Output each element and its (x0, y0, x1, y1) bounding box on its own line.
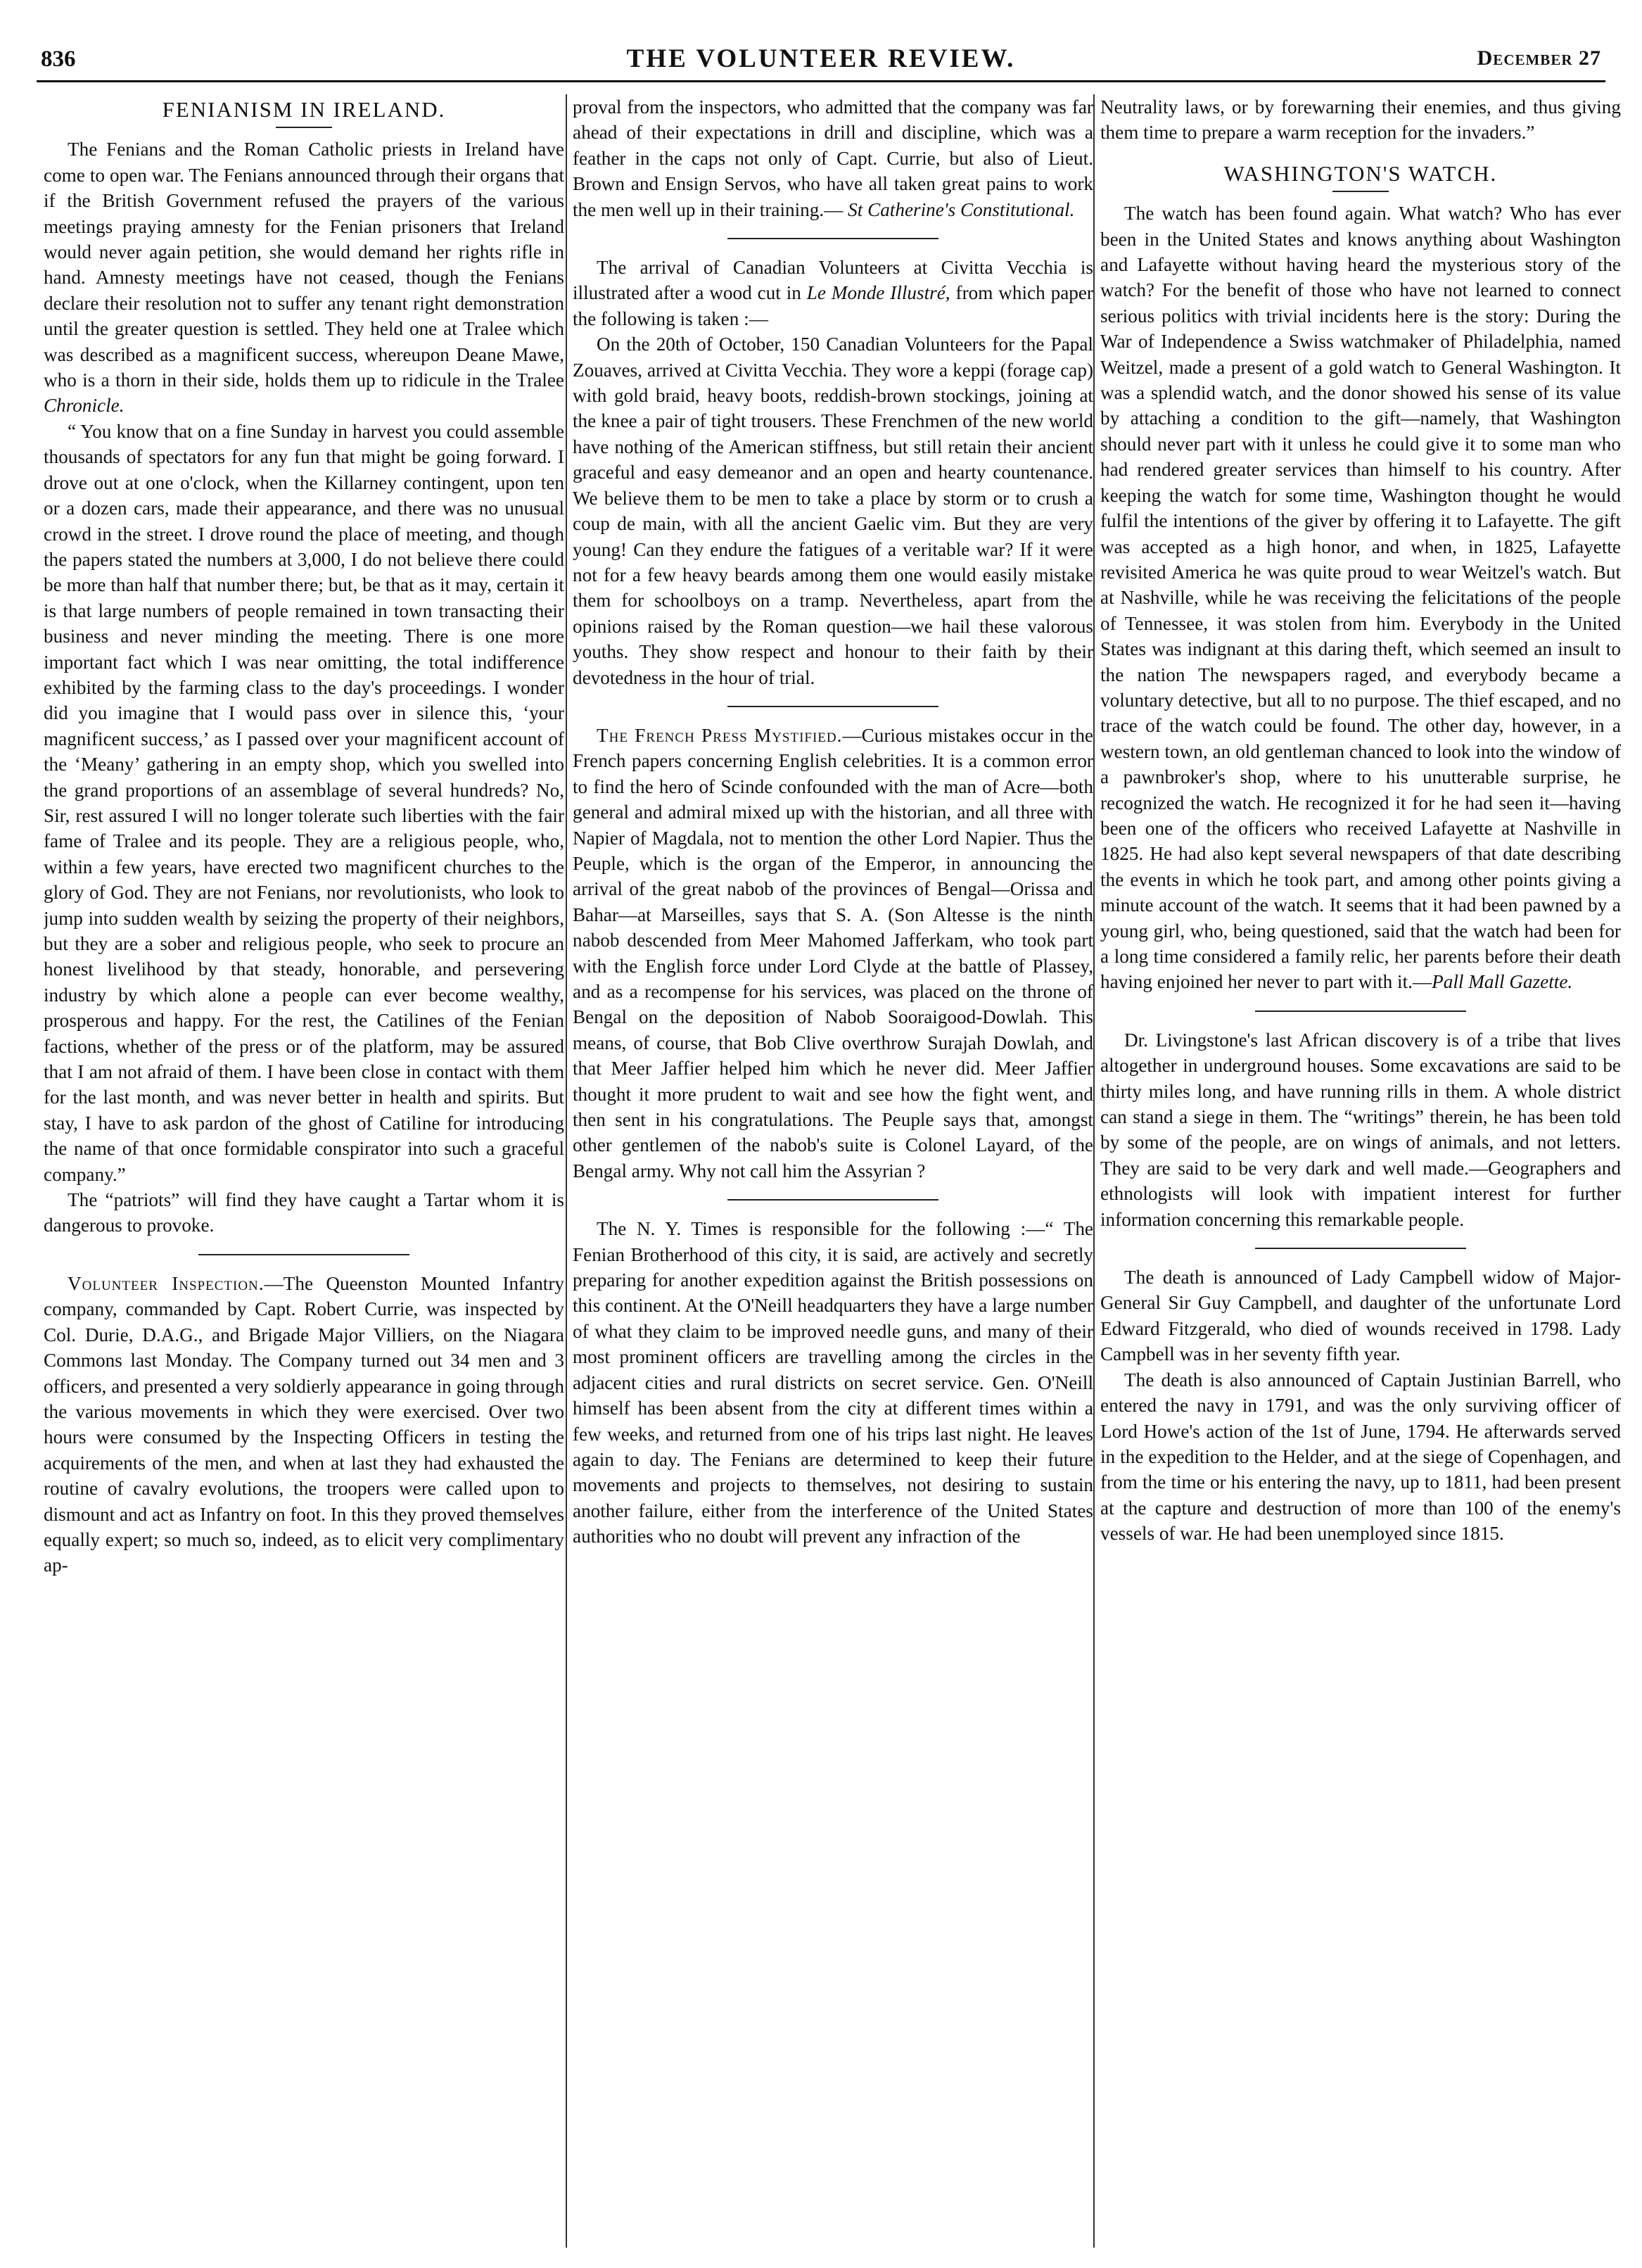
article-paragraph (573, 723, 1093, 1184)
article-separator (1255, 1011, 1466, 1012)
article-paragraph: The N. Y. Times is responsible for the following :—“ The Fenian Brotherhood of this city, it is said, are actively and secretly preparing for another expedition against the British possessions on this continent. At the O'Neill headquarters they have a large number of what they claim to be improved needle guns, and many of their most prominent officers are travelling among the circles in the adjacent cities and rural districts on secret service. Gen. O'Neill himself has been absent from the city at different times within a few weeks, and returned from one of his trips last night. He leaves again to day. The Fenians are determined to keep their future movements and projects to themselves, not desiring to sustain another failure, either from the interference of the United States authorities who no doubt will prevent any infraction of the (573, 1218, 1093, 1547)
article-separator (727, 238, 938, 239)
paragraph-text: —The Queenston Mounted Infantry company, commanded by Capt. Robert Currie, was inspected by Col. Durie, D.A.G., and Brigade Major Villiers, on the Niagara Commons last Monday. The Company turned out 34 men and 3 officers, and presented a very soldierly appearance in going through the various movements in which they were exercised. Over two hours were consumed by the Inspecting Officers in testing the acquirements of the men, and when at last they had exhausted the routine of cavalry evolutions, the troopers were called upon to dismount and act as Infantry on foot. In this they proved themselves equally expert; so much so, indeed, as to elicit very complimentary ap- (44, 1272, 564, 1576)
article-paragraph: The death is announced of Lady Campbell widow of Major-General Sir Guy Campbell, and daughter of the unfortunate Lord Edward Fitzgerald, who died of wounds received in 1798. Lady Campbell was in her seventy fifth year. (1100, 1267, 1621, 1365)
article-separator (727, 706, 938, 707)
article-paragraph (573, 94, 1093, 222)
article-headline: WASHINGTON'S WATCH. (1223, 160, 1498, 186)
article-paragraph: Neutrality laws, or by forewarning their enemies, and thus giving them time to prepare a warm reception for the invaders.” (1100, 96, 1621, 144)
paragraph-text: proval from the inspectors, who admitted that the company was far ahead of their expectations in drill and discipline, which was a feather in the caps not only of Capt. Currie, but also of Lieut. Brown and Ensign Servos, who have all taken great pains to work the men well up in their training.— (573, 96, 1093, 220)
column-2 (573, 94, 1093, 2248)
article-separator (198, 1254, 409, 1255)
page-header (37, 41, 1605, 82)
headline-rule (1332, 191, 1389, 192)
article-paragraph: “ You know that on a fine Sunday in harvest you could assemble thousands of spectators for any fun that might be going forward. I drove out at one o'clock, when the Killarney contingent, upon ten or a dozen cars, made their appearance, and there was no unusual crowd in the street. I drove round the place of meeting, and though the papers stated the numbers at 3,000, I do not believe there could be more than half that number there; but, be that as it may, certain it is that large numbers of people remained in town transacting their business and never minding the meeting. There is one more important fact which I was near omitting, the total indifference exhibited by the farming class to the day's proceedings. I wonder did you imagine that I would pass over in silence this, ‘your magnificent success,’ as I passed over your magnificent account of the ‘Meany’ gathering in an empty shop, which you swelled into the grand proportions of an assemblage of several hundreds? No, Sir, rest assured I will no longer tolerate such liberties with the fair fame of Tralee and its people. They are a religious people, who, within a few years, have erected two magnificent churches to the glory of God. They are not Fenians, nor revolutionists, who look to jump into sudden wealth by seizing the property of their neighbors, but they are a sober and religious people, who seek to procure an honest livelihood by that steady, honorable, and persevering industry by which alone a people can ever become wealthy, prosperous and happy. For the rest, the Catilines of the Fenian factions, whether of the press or of the platform, may be assured that I am not afraid of them. I have been close in contact with them for the last month, and was never better in health and spirits. But stay, I have to ask pardon of the ghost of Catiline for introducing the name of that once formidable conspirator into such a graceful company.” (44, 420, 564, 1185)
headline-rule (276, 127, 332, 128)
article-separator (727, 1199, 938, 1200)
article-paragraph: The death is also announced of Captain Justinian Barrell, who entered the navy in 1791, and was the only surviving officer of Lord Howe's action of the 1st of June, 1794. He afterwards served in the expedition to the Helder, and at the siege of Copenhagen, and from the time or his entering the navy, up to 1811, had been present at the capture and destruction of more than 100 of the enemy's vessels of war. He had been unemployed since 1815. (1100, 1369, 1621, 1545)
article-paragraph (44, 1271, 564, 1578)
column-1 (44, 94, 564, 2248)
article-headline: FENIANISM IN IRELAND. (162, 97, 446, 122)
article-paragraph: Dr. Livingstone's last African discovery is of a tribe that lives altogether in underground houses. Some excavations are said to be thirty miles long, and have running rills in them. A whole district can stand a siege in them. The “writings” therein, he has been told by some of the people, are on wings of animals, and not letters. They are said to be very dark and well made.—Geographers and ethnologists will look with impatient interest for further information concerning this remarkable people. (1100, 1029, 1621, 1230)
item-lead: Volunteer Inspection. (68, 1272, 265, 1294)
page-number: 836 (41, 46, 76, 72)
source-citation: Pall Mall Gazette. (1432, 971, 1573, 993)
article-paragraph (1100, 201, 1621, 995)
article-paragraph (44, 137, 564, 418)
paragraph-text: —Curious mistakes occur in the French papers concerning English celebrities. It is a common error to find the hero of Scinde confounded with the man of Acre—both general and admiral mixed up with the historian, and all three with Napier of Magdala, not to mention the other Lord Napier. Thus the Peuple, which is the organ of the Emperor, in announcing the arrival of the great nabob of the provinces of Bengal—Orissa and Bahar—at Marseilles, says that S. A. (Son Altesse is the ninth nabob descended from Meer Mahomed Jafferkam, who took part with the English force under Lord Clyde at the battle of Plassey, and as a recompense for his services, was placed on the throne of Bengal on the deposition of Nabob Sooraigood-Dowlah. This means, of course, that Bob Clive overthrow Surajah Dowlah, and that Meer Jaffier helped him which he never did. Meer Jaffier thought it more prudent to wait and see how the fight went, and then sent in his congratulations. The Peuple says that, amongst other gentlemen of the nabob's suite is Colonel Layard, of the Bengal army. Why not call him the Assyrian ? (573, 724, 1093, 1181)
paragraph-text: from which paper the following is taken :— (573, 282, 1093, 329)
column-divider (1093, 94, 1095, 2248)
column-divider (566, 94, 567, 2248)
paragraph-text: The Fenians and the Roman Catholic priests in Ireland have come to open war. The Fenians announced through their organs that if the British Government refused the prayers of the various meetings praying amnesty for the Fenian prisoners that Ireland would never again petition, she would demand her rights rifle in hand. Amnesty meetings have not ceased, though the Fenians declare their resolution not to suffer any tenant right demonstration until the greater question is settled. They held one at Tralee which was described as a magnificent success, whereupon Deane Mawe, who is a thorn in their side, holds them up to ridicule in the Tralee (44, 139, 564, 391)
item-lead: The French Press Mystified. (597, 724, 843, 746)
article-paragraph: On the 20th of October, 150 Canadian Volunteers for the Papal Zouaves, arrived at Civitta Vecchia. They wore a keppi (forage cap) with gold braid, heavy boots, reddish-brown stockings, joining at the knee a pair of tight trousers. These Frenchmen of the new world have nothing of the American stiffness, but still retain their ancient graceful and easy demeanor and an open and hearty countenance. We believe them to be men to take a place by storm or to crush a coup de main, with all the ancient Gaelic vim. But they are very young! Can they endure the fatigues of a veritable war? If it were not for a few heavy beards among them one would easily mistake them for schoolboys on a tramp. Nevertheless, apart from the opinions raised by the Roman question—we hail these valorous youths. They show respect and honour to their faith by their devotedness in the hour of trial. (573, 334, 1093, 688)
paragraph-text: The arrival of Canadian Volunteers at Civitta Vecchia is illustrated after a wood cut in (573, 257, 1093, 304)
issue-date: December 27 (1477, 46, 1601, 70)
article-paragraph (573, 255, 1093, 331)
masthead: THE VOLUNTEER REVIEW. (626, 44, 1016, 73)
column-3 (1100, 94, 1621, 2248)
source-citation: St Catherine's Constitutional. (848, 198, 1075, 220)
source-citation: Chronicle. (44, 395, 125, 417)
article-paragraph: The “patriots” will find they have caught a Tartar whom it is dangerous to provoke. (44, 1189, 564, 1236)
source-citation: Le Monde Illustré, (806, 282, 950, 304)
article-separator (1255, 1248, 1466, 1249)
paragraph-text: The watch has been found again. What watch? Who has ever been in the United States and knows anything about Washington and Lafayette without having heard the mysterious story of the watch? For the benefit of those who have not learned to connect serious politics with trivial incidents here is the story: During the War of Independence a Swiss watchmaker of Philadelphia, named Weitzel, made a present of a gold watch to General Washington. It was a splendid watch, and the donor showed his sense of its value by attaching a condition to the gift—namely, that Washington should never part with it unless he could give it to some man who had rendered greater services than himself to his country. After keeping the watch for some time, Washington thought he would fulfil the intentions of the giver by offering it to Lafayette. The gift was accepted as a high honor, and when, in 1825, Lafayette revisited America he was quite proud to wear Weitzel's watch. But at Nashville, while he was receiving the felicitations of the people of Tennessee, it was stolen from him. Everybody in the United States was indignant at this daring theft, which seemed an insult to the nation The newspapers raged, and everybody became a voluntary detective, but all to no purpose. The thief escaped, and no trace of the watch could be found. The other day, however, in a western town, an old gentleman chanced to look into the window of a pawnbroker's shop, where to his unutterable surprise, he recognized the watch. He recognized it for he had seen it—having been one of the officers who received Lafayette at Nashville in 1825. He had also kept several newspapers of that date describing the events in which he took part, and among other points giving a minute account of the watch. It seems that it had been pawned by a young girl, who, being questioned, said that the watch had been for a long time considered a family relic, her parents before their death having enjoined her never to part with it.— (1100, 203, 1621, 993)
